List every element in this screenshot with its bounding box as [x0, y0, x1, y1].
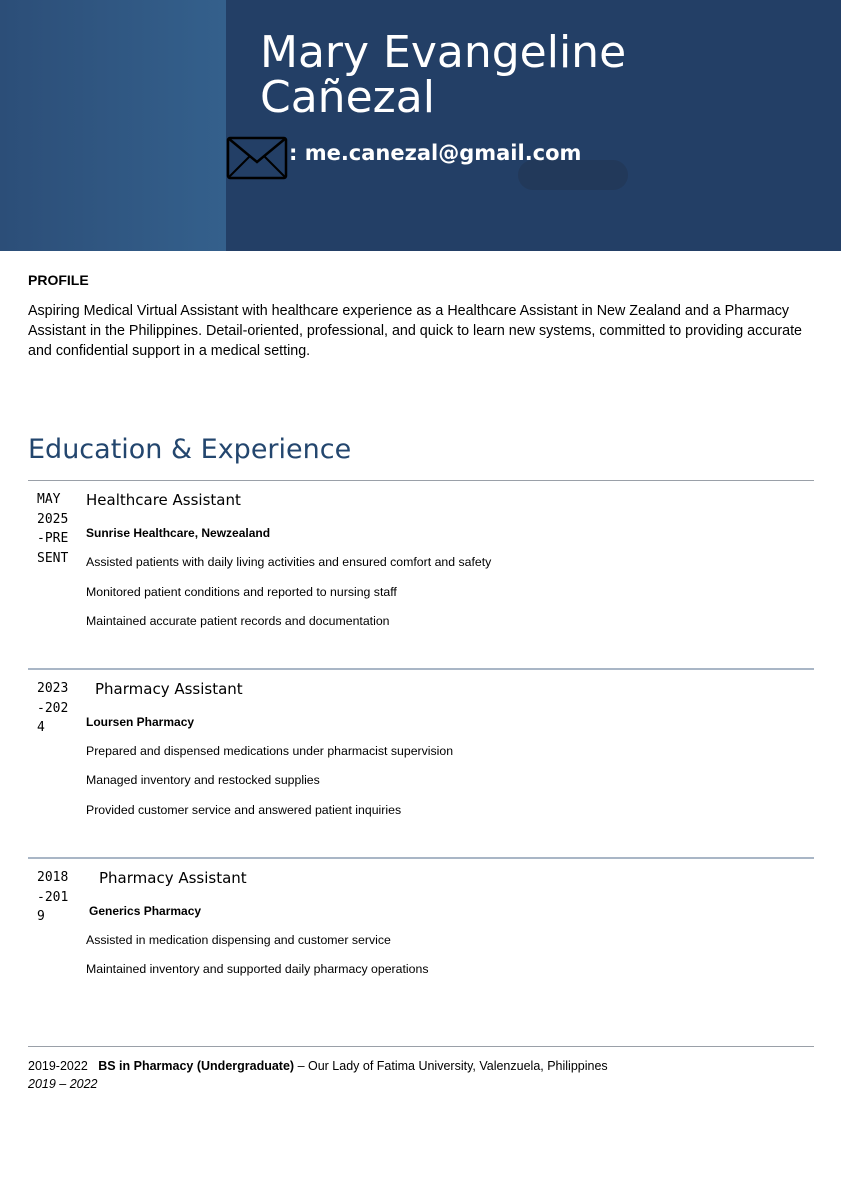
job-company: Loursen Pharmacy — [86, 715, 195, 729]
education-school: – Our Lady of Fatima University, Valenzuela, Philippines — [294, 1059, 608, 1073]
education-degree: BS in Pharmacy (Undergraduate) — [98, 1059, 295, 1073]
job-date: 2018-2019 — [37, 870, 69, 924]
section-title: Education & Experience — [28, 434, 352, 465]
job-duty: Maintained accurate patient records and documentation — [86, 614, 390, 628]
education-years-italic: 2019 – 2022 — [28, 1077, 98, 1091]
profile-summary: Aspiring Medical Virtual Assistant with healthcare experience as a Healthcare Assistant in New Zealand and a Pharmacy Assistant in the Philippines. Detail-oriented, professional, and quick to learn new systems, committed to providing accurate and confidential support in a medical setting. — [28, 303, 803, 359]
candidate-name — [260, 27, 820, 123]
job-duty: Provided customer service and answered patient inquiries — [86, 803, 402, 817]
email-link[interactable]: : me.canezal@gmail.com — [289, 141, 582, 165]
job-duty: Assisted patients with daily living activities and ensured comfort and safety — [86, 555, 492, 569]
job-duty: Maintained inventory and supported daily pharmacy operations — [86, 962, 429, 976]
education-years: 2019-2022 — [28, 1059, 88, 1073]
job-company: Generics Pharmacy — [89, 904, 202, 918]
job-role: Pharmacy Assistant — [95, 680, 243, 698]
job-duty: Assisted in medication dispensing and customer service — [86, 933, 391, 947]
job-role: Pharmacy Assistant — [99, 869, 247, 887]
divider — [28, 668, 814, 670]
job-date: 2023-2024 — [37, 681, 69, 735]
job-company: Sunrise Healthcare, Newzealand — [86, 526, 271, 540]
job-date: MAY 2025-PRESENT — [37, 492, 69, 566]
job-role: Healthcare Assistant — [86, 491, 241, 509]
divider — [28, 1046, 814, 1047]
job-duty: Prepared and dispensed medications under pharmacist supervision — [86, 744, 454, 758]
divider — [28, 480, 814, 481]
education-entry — [28, 1059, 608, 1073]
header-accent-panel — [0, 0, 226, 251]
divider — [28, 857, 814, 859]
profile-heading: PROFILE — [28, 272, 89, 288]
job-duty: Managed inventory and restocked supplies — [86, 773, 320, 787]
envelope-icon — [226, 136, 288, 180]
name-line-2: Cañezal — [260, 72, 435, 123]
name-line-1: Mary Evangeline — [260, 27, 627, 78]
job-duty: Monitored patient conditions and reported to nursing staff — [86, 585, 397, 599]
